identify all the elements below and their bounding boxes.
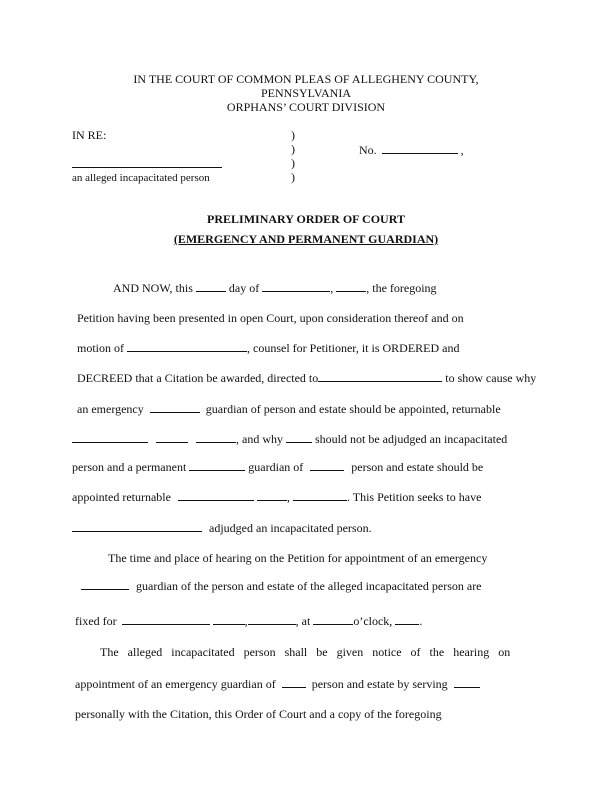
case-number-suffix: ,	[460, 143, 464, 157]
case-number-label: No.	[359, 143, 377, 157]
person-blank[interactable]	[286, 432, 312, 443]
text-segment: guardian of the person and estate of the alleged incapacitated person are	[136, 579, 482, 593]
caption-paren: )	[291, 156, 295, 170]
order-title: PRELIMINARY ORDER OF COURT	[207, 212, 405, 226]
body-line-9	[72, 521, 372, 535]
body-line-3	[77, 341, 460, 355]
text-segment: AND NOW, this	[113, 281, 193, 295]
body-line-13: The alleged incapacitated person shall be given notice of the hearing on	[100, 645, 511, 659]
text-segment: person and estate by serving	[311, 677, 448, 691]
hearing-time-blank[interactable]	[313, 614, 353, 625]
case-number-blank[interactable]	[382, 143, 458, 154]
ampm-blank[interactable]	[395, 614, 419, 625]
text-segment: person and estate should be	[351, 460, 484, 474]
returnable-blank-3[interactable]	[196, 432, 236, 443]
permanent-blank[interactable]	[189, 460, 245, 471]
body-line-7	[72, 460, 483, 474]
body-line-11	[81, 579, 482, 593]
text-segment: o’clock,	[353, 614, 393, 628]
text-segment: ,	[286, 490, 290, 504]
text-segment: appointment of an emergency guardian of	[75, 677, 276, 691]
text-segment: appointed returnable	[72, 490, 171, 504]
counsel-blank[interactable]	[127, 341, 247, 352]
appointed-date-blank[interactable]	[178, 490, 254, 501]
text-segment: , counsel for Petitioner, it is ORDERED and	[247, 341, 460, 355]
appointed-day-blank[interactable]	[257, 490, 287, 501]
adjudged-name-blank[interactable]	[72, 521, 202, 532]
appointed-year-blank[interactable]	[293, 490, 347, 501]
hearing-date-blank[interactable]	[122, 614, 210, 625]
text-segment: ,	[244, 614, 248, 628]
returnable-blank-2[interactable]	[156, 432, 188, 443]
case-number-field	[359, 143, 464, 157]
body-line-14	[75, 677, 480, 691]
court-name-line2: PENNSYLVANIA	[260, 86, 352, 100]
body-line-10: The time and place of hearing on the Petition for appointment of an emergency	[108, 551, 488, 565]
day-blank[interactable]	[196, 281, 226, 292]
text-segment: ,	[330, 281, 334, 295]
text-segment: .	[419, 614, 423, 628]
serving-blank[interactable]	[454, 677, 480, 688]
court-division: ORPHANS’ COURT DIVISION	[226, 100, 386, 114]
text-segment: day of	[228, 281, 260, 295]
caption-paren: )	[291, 142, 295, 156]
text-segment: person and a permanent	[72, 460, 187, 474]
hearing-year-blank[interactable]	[248, 614, 296, 625]
returnable-blank-1[interactable]	[72, 432, 148, 443]
month-blank[interactable]	[262, 281, 330, 292]
service-person-blank[interactable]	[282, 677, 306, 688]
text-segment: . This Petition seeks to have	[346, 490, 482, 504]
text-segment: , the foregoing	[366, 281, 437, 295]
court-name-line1: IN THE COURT OF COMMON PLEAS OF ALLEGHENY COUNTY,	[133, 72, 479, 86]
text-segment: , and why	[236, 432, 283, 446]
body-line-6	[72, 432, 507, 446]
text-segment: an emergency	[77, 402, 144, 416]
body-line-15: personally with the Citation, this Order of Court and a copy of the foregoing	[75, 707, 442, 721]
emergency-blank[interactable]	[150, 402, 200, 413]
citation-directed-blank[interactable]	[318, 371, 442, 382]
body-line-5	[77, 402, 501, 416]
text-segment: to show cause why	[445, 371, 537, 385]
emergency-guardian-blank[interactable]	[81, 579, 129, 590]
body-line-8	[72, 490, 481, 504]
text-segment: DECREED that a Citation be awarded, directed to	[77, 371, 319, 385]
caption-paren: )	[291, 128, 295, 142]
text-segment: fixed for	[75, 614, 117, 628]
text-segment: guardian of person and estate should be appointed, returnable	[205, 402, 501, 416]
text-segment: , at	[295, 614, 311, 628]
hearing-day-blank[interactable]	[213, 614, 245, 625]
order-subtitle: (EMERGENCY AND PERMANENT GUARDIAN)	[173, 232, 439, 246]
year-blank[interactable]	[336, 281, 366, 292]
in-re-label: IN RE:	[72, 128, 107, 142]
text-segment: should not be adjudged an incapacitated	[315, 432, 508, 446]
body-line-1	[113, 281, 437, 295]
caption-paren: )	[291, 170, 295, 184]
body-line-2: Petition having been presented in open Court, upon consideration thereof and on	[77, 311, 464, 325]
respondent-name-blank[interactable]	[72, 167, 222, 168]
respondent-label: an alleged incapacitated person	[72, 172, 210, 184]
body-line-4	[77, 371, 536, 385]
body-line-12	[75, 614, 422, 628]
text-segment: guardian of	[248, 460, 304, 474]
text-segment: adjudged an incapacitated person.	[209, 521, 372, 535]
guardian-of-blank[interactable]	[310, 460, 344, 471]
text-segment: motion of	[77, 341, 124, 355]
